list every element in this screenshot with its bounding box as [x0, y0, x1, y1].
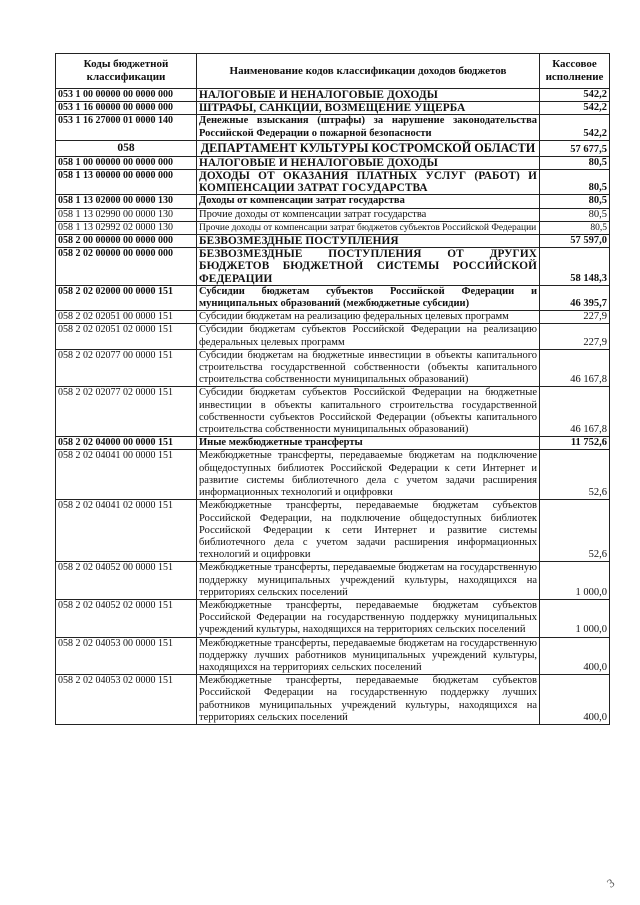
- row-amount: 400,0: [540, 675, 610, 725]
- table-row: [56, 170, 610, 195]
- row-code: 053 1 16 00000 00 0000 000: [56, 102, 197, 115]
- table-row: [56, 156, 610, 169]
- row-code: 058 2 00 00000 00 0000 000: [56, 235, 197, 248]
- row-code: 058 1 13 02992 02 0000 130: [56, 221, 197, 234]
- row-code: 058 2 02 04053 00 0000 151: [56, 637, 197, 675]
- row-name: Денежные взыскания (штрафы) за нарушение законодательства Российской Федерации о пожарной безопасности: [197, 115, 540, 140]
- table-row: [56, 324, 610, 349]
- row-amount: 80,5: [540, 156, 610, 169]
- row-code: 058 2 02 02077 02 0000 151: [56, 387, 197, 437]
- row-code: 058 1 13 02990 00 0000 130: [56, 208, 197, 221]
- row-amount: 80,5: [540, 170, 610, 195]
- row-name: БЕЗВОЗМЕЗДНЫЕ ПОСТУПЛЕНИЯ ОТ ДРУГИХ БЮДЖЕТОВ БЮДЖЕТНОЙ СИСТЕМЫ РОССИЙСКОЙ ФЕДЕРАЦИИ: [197, 248, 540, 286]
- row-name: Межбюджетные трансферты, передаваемые бюджетам на государственную поддержку муниципальных учреждений культуры, находящихся на территориях сельских поселений: [197, 562, 540, 600]
- table-row: [56, 235, 610, 248]
- table-row: [56, 102, 610, 115]
- row-code: 058 1 00 00000 00 0000 000: [56, 156, 197, 169]
- header-amount: Кассовое исполнение: [540, 54, 610, 89]
- table-row: [56, 637, 610, 675]
- row-amount: 11 752,6: [540, 437, 610, 450]
- row-name: Межбюджетные трансферты, передаваемые бюджетам субъектов Российской Федерации на государственную поддержку муниципальных учреждений культуры, находящихся на территориях сельских поселений: [197, 599, 540, 637]
- row-name: Субсидии бюджетам на бюджетные инвестиции в объекты капитального строительства государственной собственности (объекты капитального строительства собственности муниципальных образований): [197, 349, 540, 387]
- row-code: 058 2 02 04052 02 0000 151: [56, 599, 197, 637]
- table-row: [56, 221, 610, 234]
- table-row-department: [56, 140, 610, 156]
- row-code: 058 2 02 04041 00 0000 151: [56, 450, 197, 500]
- row-code: 053 1 16 27000 01 0000 140: [56, 115, 197, 140]
- row-name: Межбюджетные трансферты, передаваемые бюджетам субъектов Российской Федерации, на подключение общедоступных библиотек Российской Федерации к сети Интернет и развитие системы библиотечного дела с учетом задачи расширения информационных технологий и оцифровки: [197, 500, 540, 562]
- row-amount: 46 167,8: [540, 349, 610, 387]
- table-row: [56, 562, 610, 600]
- row-code: 058 2 02 02051 00 0000 151: [56, 311, 197, 324]
- row-amount: 1 000,0: [540, 599, 610, 637]
- row-code: 058 2 02 00000 00 0000 000: [56, 248, 197, 286]
- row-code: 058 2 02 04000 00 0000 151: [56, 437, 197, 450]
- row-amount: 1 000,0: [540, 562, 610, 600]
- row-amount: 52,6: [540, 500, 610, 562]
- row-name: ДЕПАРТАМЕНТ КУЛЬТУРЫ КОСТРОМСКОЙ ОБЛАСТИ: [197, 140, 540, 156]
- row-amount: 58 148,3: [540, 248, 610, 286]
- row-code: 058 2 02 04041 02 0000 151: [56, 500, 197, 562]
- row-name: Межбюджетные трансферты, передаваемые бюджетам на подключение общедоступных библиотек Российской Федерации к сети Интернет и развитие системы библиотечного дела с учетом задачи расширения информационных технологий и оцифровки: [197, 450, 540, 500]
- header-name: Наименование кодов классификации доходов бюджетов: [197, 54, 540, 89]
- row-amount: 542,2: [540, 102, 610, 115]
- table-row: [56, 248, 610, 286]
- page-number-mark: 3: [604, 875, 618, 891]
- row-code: 058 2 02 02000 00 0000 151: [56, 285, 197, 310]
- row-amount: 227,9: [540, 324, 610, 349]
- row-amount: 57 677,5: [540, 140, 610, 156]
- table-row: [56, 675, 610, 725]
- row-code: 058 2 02 02077 00 0000 151: [56, 349, 197, 387]
- row-name: Субсидии бюджетам субъектов Российской Федерации на бюджетные инвестиции в объекты капитального строительства государственной собственности субъектов Российской Федерации (объекты капитального строительства собственности муниципальных образований): [197, 387, 540, 437]
- row-name: БЕЗВОЗМЕЗДНЫЕ ПОСТУПЛЕНИЯ: [197, 235, 540, 248]
- row-name: ШТРАФЫ, САНКЦИИ, ВОЗМЕЩЕНИЕ УЩЕРБА: [197, 102, 540, 115]
- row-name: Иные межбюджетные трансферты: [197, 437, 540, 450]
- row-name: Межбюджетные трансферты, передаваемые бюджетам субъектов Российской Федерации на государственную поддержку лучших работников муниципальных учреждений культуры, находящихся на территориях сельских поселений: [197, 675, 540, 725]
- table-row: [56, 599, 610, 637]
- row-code: 058 2 02 04053 02 0000 151: [56, 675, 197, 725]
- table-row: [56, 208, 610, 221]
- row-name: Субсидии бюджетам субъектов Российской Федерации и муниципальных образований (межбюджетные субсидии): [197, 285, 540, 310]
- row-name: НАЛОГОВЫЕ И НЕНАЛОГОВЫЕ ДОХОДЫ: [197, 156, 540, 169]
- row-name: Субсидии бюджетам субъектов Российской Федерации на реализацию федеральных целевых программ: [197, 324, 540, 349]
- budget-table: [55, 53, 610, 725]
- row-name: Межбюджетные трансферты, передаваемые бюджетам на государственную поддержку лучших работников муниципальных учреждений культуры, находящихся на территориях сельских поселений: [197, 637, 540, 675]
- table-row: [56, 285, 610, 310]
- row-amount: 400,0: [540, 637, 610, 675]
- row-code: 058 2 02 02051 02 0000 151: [56, 324, 197, 349]
- table-row: [56, 89, 610, 102]
- table-row: [56, 500, 610, 562]
- row-code: 053 1 00 00000 00 0000 000: [56, 89, 197, 102]
- table-row: [56, 195, 610, 208]
- row-amount: 542,2: [540, 89, 610, 102]
- row-name: Доходы от компенсации затрат государства: [197, 195, 540, 208]
- row-amount: 227,9: [540, 311, 610, 324]
- row-name: НАЛОГОВЫЕ И НЕНАЛОГОВЫЕ ДОХОДЫ: [197, 89, 540, 102]
- table-row: [56, 450, 610, 500]
- row-name: Прочие доходы от компенсации затрат государства: [197, 208, 540, 221]
- table-header-row: [56, 54, 610, 89]
- row-name: Прочие доходы от компенсации затрат бюджетов субъектов Российской Федерации: [197, 221, 540, 234]
- row-name: Субсидии бюджетам на реализацию федеральных целевых программ: [197, 311, 540, 324]
- row-amount: 80,5: [540, 221, 610, 234]
- row-amount: 542,2: [540, 115, 610, 140]
- table-row: [56, 437, 610, 450]
- row-amount: 80,5: [540, 208, 610, 221]
- table-row: [56, 311, 610, 324]
- table-row: [56, 115, 610, 140]
- row-amount: 80,5: [540, 195, 610, 208]
- row-amount: 52,6: [540, 450, 610, 500]
- row-amount: 57 597,0: [540, 235, 610, 248]
- table-row: [56, 387, 610, 437]
- header-code: Коды бюджетной классификации: [56, 54, 197, 89]
- row-name: ДОХОДЫ ОТ ОКАЗАНИЯ ПЛАТНЫХ УСЛУГ (РАБОТ) И КОМПЕНСАЦИИ ЗАТРАТ ГОСУДАРСТВА: [197, 170, 540, 195]
- row-amount: 46 395,7: [540, 285, 610, 310]
- row-code: 058 2 02 04052 00 0000 151: [56, 562, 197, 600]
- row-code: 058 1 13 00000 00 0000 000: [56, 170, 197, 195]
- row-code: 058 1 13 02000 00 0000 130: [56, 195, 197, 208]
- row-code: 058: [56, 140, 197, 156]
- table-row: [56, 349, 610, 387]
- row-amount: 46 167,8: [540, 387, 610, 437]
